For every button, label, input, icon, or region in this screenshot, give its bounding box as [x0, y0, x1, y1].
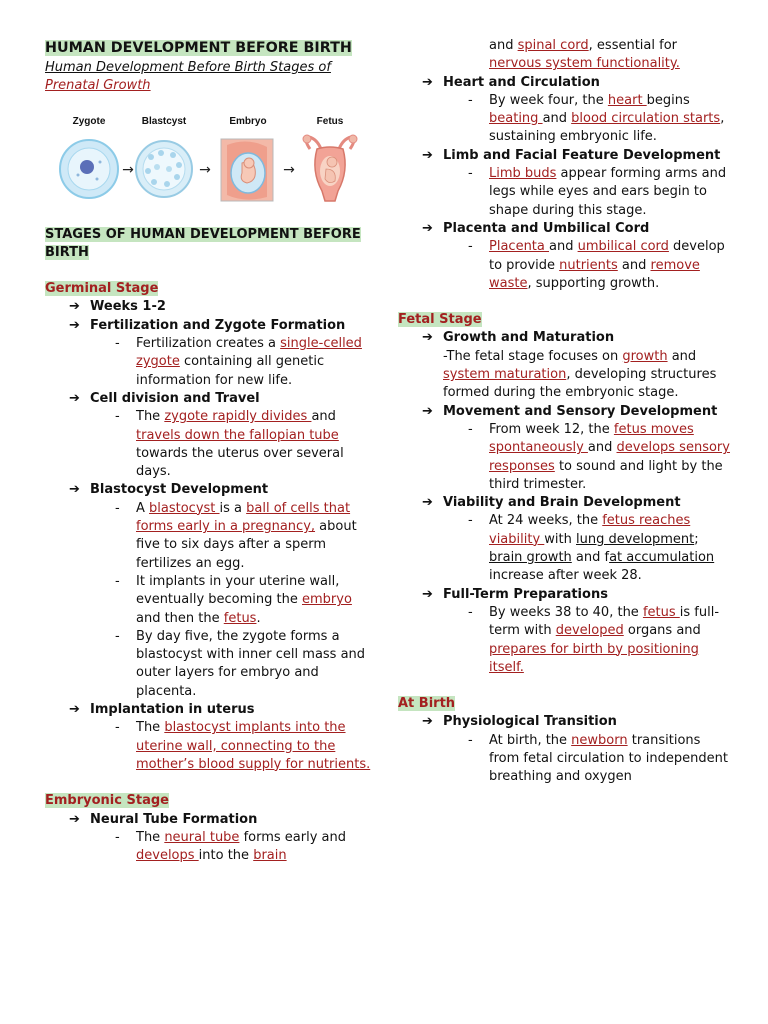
- spinal-cord-link[interactable]: spinal cord: [517, 38, 589, 53]
- germinal-weeks: ➔ Weeks 1-2: [69, 299, 166, 315]
- develops-link[interactable]: develops: [136, 848, 199, 864]
- nutrients-link[interactable]: nutrients: [559, 257, 618, 273]
- fetus-moves-link[interactable]: fetus moves spontaneously: [489, 421, 694, 456]
- neural-tube-text-continued: and spinal cord, essential for nervous system functionality.: [489, 38, 680, 72]
- remove-waste-link[interactable]: remove waste: [489, 257, 700, 291]
- placenta-link[interactable]: Placenta: [489, 239, 549, 255]
- subtitle: Human Development Before Birth Stages of Prenatal Growth: [45, 60, 331, 94]
- left-column: [45, 37, 380, 865]
- zygote-image: [60, 140, 118, 198]
- at-birth-heading: At Birth: [398, 696, 456, 712]
- diagram-label-blastocyst: Blastcyst: [141, 115, 187, 127]
- development-diagram: [45, 109, 372, 209]
- blastocyst-text-3: - By day five, the zygote forms a blastocyst with inner cell mass and outer layers for embryo and placenta.: [115, 628, 366, 699]
- fetal-stage-heading: Fetal Stage: [398, 312, 482, 328]
- beating-link[interactable]: beating: [489, 111, 543, 127]
- system-maturation-link[interactable]: system maturation: [443, 367, 567, 383]
- limb-facial-text: - Limb buds appear forming arms and legs while eyes and ears begin to shape during this stage.: [468, 166, 727, 218]
- blastocyst-text-1: - A blastocyst is a ball of cells that forms early in a pregnancy, about five to six days after a sperm fertilizes an egg.: [115, 500, 357, 571]
- fertilization-heading: ➔ Fertilization and Zygote Formation: [69, 317, 346, 333]
- fetus-viability-link[interactable]: fetus reaches viability: [489, 513, 691, 547]
- diagram-arrow-3: →: [283, 161, 295, 178]
- newborn-link[interactable]: newborn: [571, 732, 628, 748]
- embryonic-stage-heading: Embryonic Stage: [45, 793, 169, 809]
- zygote-divides-link[interactable]: zygote rapidly divides: [164, 409, 312, 425]
- blastocyst-link[interactable]: blastocyst: [149, 500, 220, 516]
- growth-link[interactable]: growth: [622, 348, 668, 364]
- limb-buds-link[interactable]: Limb buds: [489, 166, 557, 182]
- right-column: [398, 37, 733, 787]
- growth-text: -The fetal stage focuses on growth and system maturation, developing structures formed during the embryonic stage.: [443, 348, 717, 401]
- physiological-transition-heading: ➔ Physiological Transition: [422, 714, 617, 730]
- placenta-text: - Placenta and umbilical cord develop to provide nutrients and remove waste, supporting growth.: [468, 239, 725, 291]
- germinal-stage-heading: Germinal Stage: [45, 281, 159, 297]
- full-term-heading: ➔ Full-Term Preparations: [422, 586, 608, 602]
- fertilization-text: - Fertilization creates a single-celled zygote containing all genetic information for new life.: [115, 336, 362, 388]
- implantation-text: - The blastocyst implants into the uterine wall, connecting to the mother’s blood supply for nutrients.: [115, 720, 371, 772]
- movement-text: - From week 12, the fetus moves spontaneously and develops sensory responses to sound and light by the third trimester.: [468, 421, 730, 492]
- fetus-link[interactable]: fetus: [223, 610, 257, 626]
- fetus-image: [303, 135, 357, 201]
- neural-tube-heading: ➔ Neural Tube Formation: [69, 811, 258, 827]
- limb-facial-heading: ➔ Limb and Facial Feature Development: [422, 147, 721, 163]
- brain-growth-link[interactable]: brain growth: [489, 550, 572, 566]
- nervous-system-link[interactable]: nervous system functionality.: [489, 56, 680, 72]
- diagram-arrow-1: →: [122, 161, 134, 178]
- diagram-label-fetus: Fetus: [316, 115, 344, 127]
- full-term-text: - By weeks 38 to 40, the fetus is full-term with developed organs and prepares for birth by positioning itself.: [468, 604, 720, 675]
- single-celled-zygote-link[interactable]: single-celled zygote: [136, 336, 362, 370]
- neural-tube-link[interactable]: neural tube: [164, 829, 240, 845]
- cell-division-heading: ➔ Cell division and Travel: [69, 390, 260, 406]
- physiological-transition-text: - At birth, the newborn transitions from fetal circulation to independent breathing and oxygen: [468, 732, 728, 785]
- heart-circulation-heading: ➔ Heart and Circulation: [422, 74, 600, 90]
- blastocyst-implants-link[interactable]: blastocyst implants into the uterine wall, connecting to the mother’s blood supply for nutrients.: [136, 720, 371, 772]
- umbilical-cord-link[interactable]: umbilical cord: [577, 239, 669, 255]
- ball-of-cells-link[interactable]: ball of cells that forms early in a pregnancy,: [136, 500, 351, 535]
- prepares-for-birth-link[interactable]: prepares for birth by positioning itself.: [489, 641, 699, 675]
- diagram-label-embryo: Embryo: [229, 115, 267, 127]
- brain-link[interactable]: brain: [253, 848, 287, 864]
- heart-link[interactable]: heart: [607, 92, 647, 108]
- lung-development-link[interactable]: lung development: [576, 531, 695, 547]
- neural-tube-text: - The neural tube forms early and develops into the brain: [115, 829, 346, 864]
- diagram-arrow-2: →: [199, 161, 211, 178]
- blastocyst-text-2: - It implants in your uterine wall, eventually becoming the embryo and then the fetus.: [115, 573, 352, 626]
- heart-circulation-text: - By week four, the heart begins beating and blood circulation starts, sustaining embryonic life.: [468, 92, 725, 145]
- placenta-heading: ➔ Placenta and Umbilical Cord: [422, 220, 650, 236]
- blood-circulation-link[interactable]: blood circulation starts: [571, 111, 721, 127]
- fat-accumulation-link[interactable]: at accumulation: [609, 550, 715, 566]
- developed-link[interactable]: developed: [555, 623, 624, 639]
- viability-text: - At 24 weeks, the fetus reaches viability with lung development; brain growth and fat accumulation increase after week 28.: [468, 513, 715, 584]
- prenatal-growth-link[interactable]: Prenatal Growth: [45, 78, 151, 94]
- fetus-full-term-link[interactable]: fetus: [642, 604, 680, 620]
- movement-heading: ➔ Movement and Sensory Development: [422, 403, 718, 419]
- viability-heading: ➔ Viability and Brain Development: [422, 495, 681, 511]
- diagram-label-zygote: Zygote: [72, 115, 106, 127]
- fallopian-tube-link[interactable]: travels down the fallopian tube: [136, 427, 339, 443]
- growth-heading: ➔ Growth and Maturation: [422, 330, 615, 346]
- blastocyst-heading: ➔ Blastocyst Development: [69, 482, 269, 498]
- embryo-link[interactable]: embryo: [302, 592, 352, 608]
- blastocyst-image: [136, 141, 192, 197]
- page-title: HUMAN DEVELOPMENT BEFORE BIRTH: [45, 40, 352, 56]
- embryo-image: [221, 139, 273, 201]
- section-heading: STAGES OF HUMAN DEVELOPMENT BEFORE BIRTH: [45, 226, 361, 260]
- sensory-responses-link[interactable]: develops sensory responses: [489, 440, 730, 474]
- implantation-heading: ➔ Implantation in uterus: [69, 702, 255, 718]
- cell-division-text: - The zygote rapidly divides and travels down the fallopian tube towards the uterus over several days.: [115, 409, 344, 480]
